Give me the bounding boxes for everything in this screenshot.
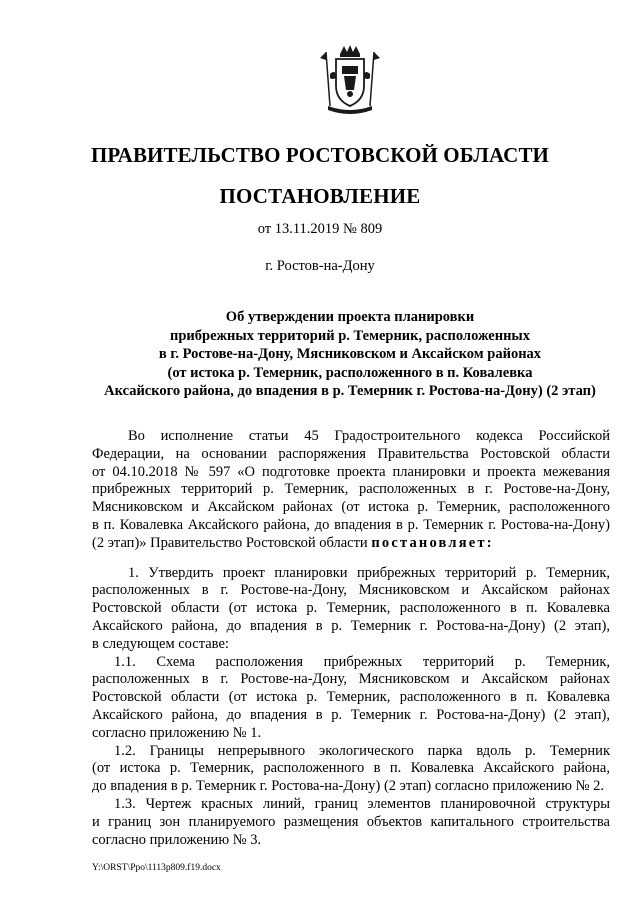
item-1-2-line: (от истока р. Темерник, расположенного в п. Ковалевка Аксайского района, xyxy=(92,760,610,777)
item-1-3-line: согласно приложению № 3. xyxy=(92,831,262,848)
preamble-line: от 04.10.2018 № 597 «О подготовке проекта планировки и проекта межевания xyxy=(92,463,610,480)
item-1-1-line: 1.1. Схема расположения прибрежных территорий р. Темерник, xyxy=(114,653,610,670)
document-date-number: от 13.11.2019 № 809 xyxy=(257,221,383,237)
document-city: г. Ростов-на-Дону xyxy=(265,258,375,274)
item-1-3-line: 1.3. Чертеж красных линий, границ элементов планировочной структуры xyxy=(114,795,610,812)
item-1-2-line: до впадения в р. Темерник г. Ростова-на-Дону) (2 этап) согласно приложению № 2. xyxy=(92,778,604,795)
item-1-1-line: согласно приложению № 1. xyxy=(92,724,262,741)
item-1-1-line: Ростовской области (от истока р. Темерник, расположенного в п. Ковалевка xyxy=(92,689,610,706)
subject-line: Об утверждении проекта планировки xyxy=(225,309,475,325)
subject-line: Аксайского района, до впадения в р. Темерник г. Ростова-на-Дону) (2 этап) xyxy=(104,383,596,399)
item-1-line: Ростовской области (от истока р. Темерник, расположенного в п. Ковалевка xyxy=(92,600,610,617)
item-1-line: в следующем составе: xyxy=(92,635,229,652)
item-1-1-line: расположенных в г. Ростове-на-Дону, Мясниковском и Аксайском районах xyxy=(92,671,610,688)
coat-of-arms-emblem-icon xyxy=(318,44,382,116)
item-1-3-line: и границ зон планируемого размещения объектов капитального строительства xyxy=(92,813,610,830)
document-body xyxy=(92,428,610,849)
subject-line: в г. Ростове-на-Дону, Мясниковском и Аксайском районах xyxy=(158,346,542,362)
document-type: ПОСТАНОВЛЕНИЕ xyxy=(219,184,421,208)
file-path-footer: Y:\ORST\Ppo\1113p809.f19.docx xyxy=(92,863,221,873)
resolves-word: постановляет: xyxy=(371,534,494,551)
preamble-line: Во исполнение статьи 45 Градостроительного кодекса Российской xyxy=(128,428,610,444)
item-1-line: 1. Утвердить проект планировки прибрежных территорий р. Темерник, xyxy=(128,564,610,581)
item-1-1-line: Аксайского района, до впадения в р. Темерник г. Ростова-на-Дону) (2 этап), xyxy=(92,706,610,723)
preamble-line: Мясниковском и Аксайском районах (от истока р. Темерник, расположенного xyxy=(92,499,610,516)
subject-line: прибрежных территорий р. Темерник, расположенных xyxy=(170,327,530,344)
preamble-line: Федерации, на основании распоряжения Правительства Ростовской области xyxy=(92,445,610,462)
government-title: ПРАВИТЕЛЬСТВО РОСТОВСКОЙ ОБЛАСТИ xyxy=(91,143,549,167)
item-1-line: расположенных в г. Ростове-на-Дону, Мясниковском и Аксайском районах xyxy=(92,582,610,599)
preamble-last-text: (2 этап)» Правительство Ростовской области xyxy=(92,534,368,551)
preamble-line: прибрежных территорий р. Темерник, расположенных в г. Ростове-на-Дону, xyxy=(92,481,610,498)
subject-line: (от истока р. Темерник, расположенного в п. Ковалевка xyxy=(167,364,533,381)
document-subject xyxy=(60,308,640,401)
preamble-line: в п. Ковалевка Аксайского района, до впадения в р. Темерник г. Ростова-на-Дону) xyxy=(92,516,610,533)
preamble-line xyxy=(92,535,610,553)
item-1-2-line: 1.2. Границы непрерывного экологического парка вдоль р. Темерник xyxy=(114,742,610,759)
item-1-line: Аксайского района, до впадения в р. Темерник г. Ростова-на-Дону) (2 этап), xyxy=(92,617,610,634)
